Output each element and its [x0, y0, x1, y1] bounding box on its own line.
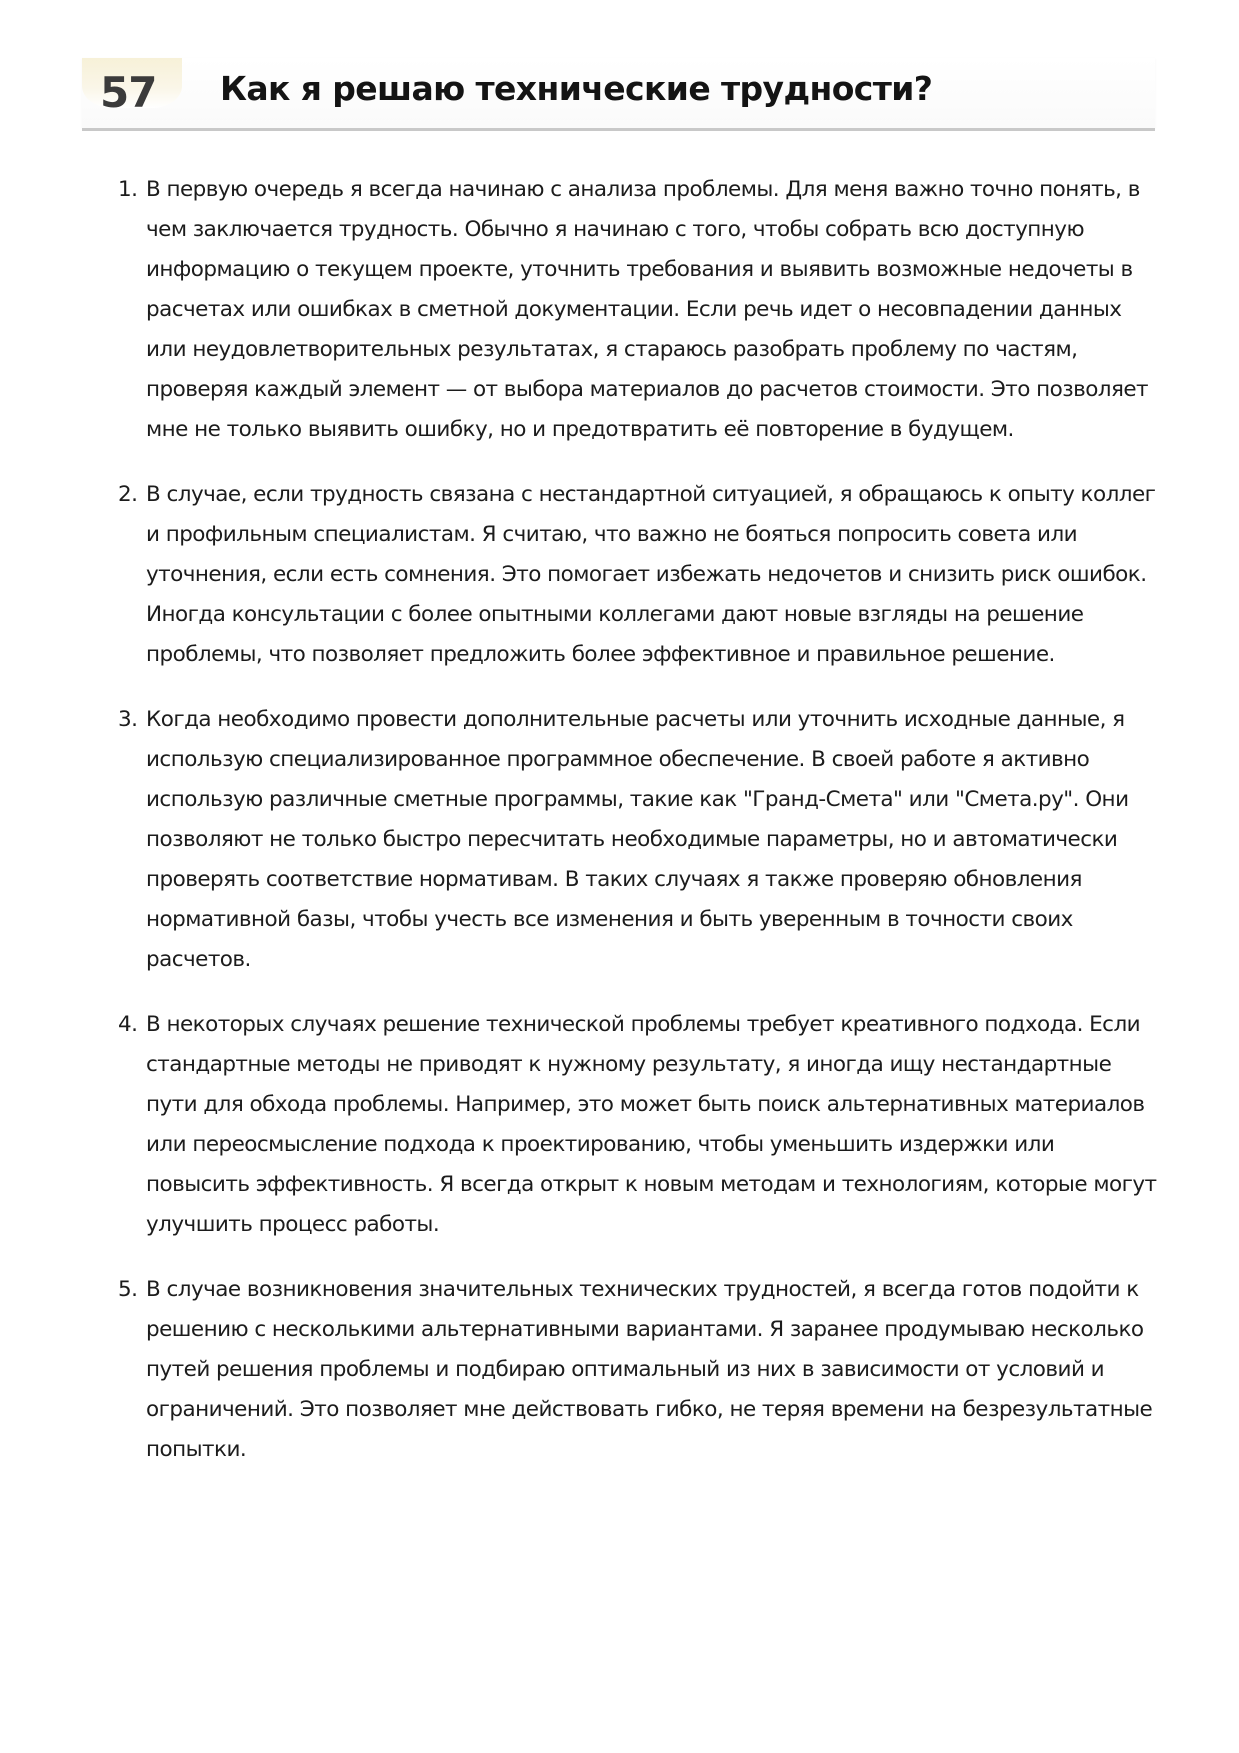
page-title: Как я решаю технические трудности?	[220, 69, 933, 108]
list-item-number: 4.	[118, 1012, 138, 1037]
list-item-text: В случае возникновения значительных технических трудностей, я всегда готов подойти к решению с несколькими альтернативными вариантами. Я заранее продумываю несколько путей решения проблемы и подбираю оптимальный из них в зависимости от условий и ограничений. Это позволяет мне действовать гибко, не теряя времени на безрезультатные попытки.	[146, 1277, 1153, 1462]
list-item-number: 3.	[118, 707, 138, 732]
page-header	[82, 58, 1155, 130]
list-item-text: В первую очередь я всегда начинаю с анализа проблемы. Для меня важно точно понять, в чем заключается трудность. Обычно я начинаю с того, чтобы собрать всю доступную информацию о текущем проекте, уточнить требования и выявить возможные недочеты в расчетах или ошибках в сметной документации. Если речь идет о несовпадении данных или неудовлетворительных результатах, я стараюсь разобрать проблему по частям, проверяя каждый элемент — от выбора материалов до расчетов стоимости. Это позволяет мне не только выявить ошибку, но и предотвратить её повторение в будущем.	[146, 177, 1149, 442]
numbered-list	[118, 170, 1158, 1495]
list-item-number: 2.	[118, 482, 138, 507]
list-item	[118, 1270, 1158, 1470]
list-item	[118, 170, 1158, 450]
list-item	[118, 700, 1158, 980]
header-divider	[82, 128, 1155, 131]
list-item-text: Когда необходимо провести дополнительные расчеты или уточнить исходные данные, я использую специализированное программное обеспечение. В своей работе я активно использую различные сметные программы, такие как "Гранд-Смета" или "Смета.ру". Они позволяют не только быстро пересчитать необходимые параметры, но и автоматически проверять соответствие нормативам. В таких случаях я также проверяю обновления нормативной базы, чтобы учесть все изменения и быть уверенным в точности своих расчетов.	[146, 707, 1129, 972]
page-number: 57	[100, 68, 157, 117]
list-item-text: В некоторых случаях решение технической проблемы требует креативного подхода. Если стандартные методы не приводят к нужному результату, я иногда ищу нестандартные пути для обхода проблемы. Например, это может быть поиск альтернативных материалов или переосмысление подхода к проектированию, чтобы уменьшить издержки или повысить эффективность. Я всегда открыт к новым методам и технологиям, которые могут улучшить процесс работы.	[146, 1012, 1157, 1237]
list-item-number: 5.	[118, 1277, 138, 1302]
list-item-number: 1.	[118, 177, 138, 202]
list-item-text: В случае, если трудность связана с нестандартной ситуацией, я обращаюсь к опыту коллег и профильным специалистам. Я считаю, что важно не бояться попросить совета или уточнения, если есть сомнения. Это помогает избежать недочетов и снизить риск ошибок. Иногда консультации с более опытными коллегами дают новые взгляды на решение проблемы, что позволяет предложить более эффективное и правильное решение.	[146, 482, 1156, 667]
list-item	[118, 1005, 1158, 1245]
list-item	[118, 475, 1158, 675]
